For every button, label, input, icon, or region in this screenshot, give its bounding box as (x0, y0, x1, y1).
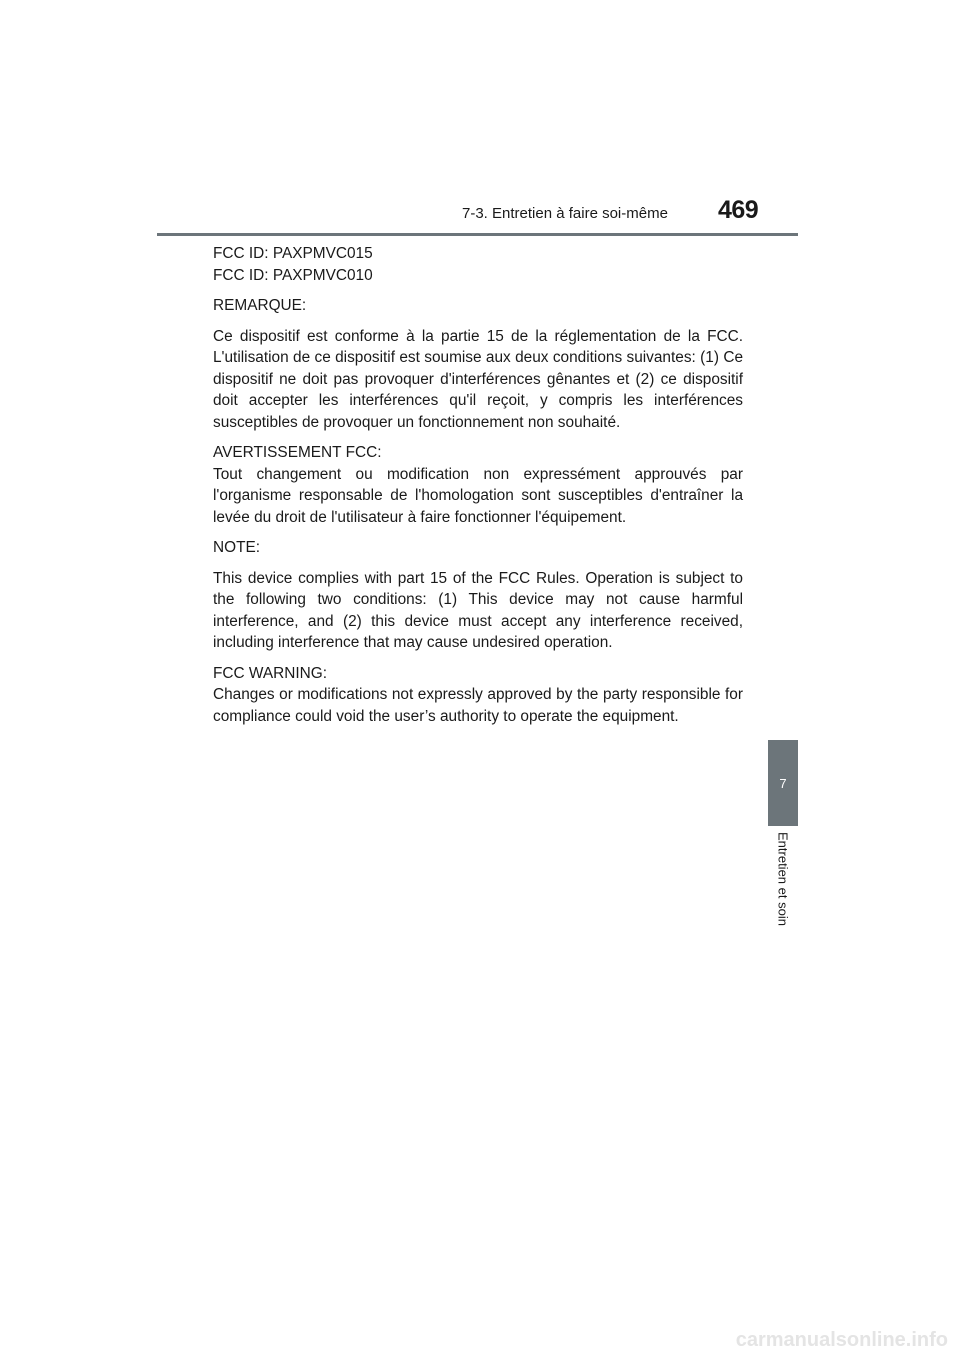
chapter-label: Entretien et soin (775, 832, 791, 926)
fcc-id-block (213, 243, 743, 286)
fcc-id-line: FCC ID: PAXPMVC015 (213, 245, 373, 262)
header-rule (157, 233, 798, 236)
page-content (213, 243, 743, 736)
watermark: carmanualsonline.info (735, 1329, 948, 1351)
note-heading: NOTE: (213, 539, 261, 556)
chapter-number: 7 (779, 775, 787, 791)
remarque-heading: REMARQUE: (213, 297, 307, 314)
warning-text: Changes or modifications not expressly approved by the party responsible for compliance could void the user’s authority to operate the equipment. (213, 686, 743, 725)
avertissement-text: Tout changement ou modification non expressément approuvés par l'organisme responsable de l'homologation sont susceptibles d'entraîner la levée du droit de l'utilisateur à faire fonctionner l'équipement. (213, 465, 743, 526)
note-text: This device complies with part 15 of the FCC Rules. Operation is subject to the following two conditions: (1) This device may not cause harmful interference, and (2) this device must accept any interference received, including interference that may cause undesired operation. (213, 569, 743, 651)
warning-block (213, 663, 743, 728)
avertissement-block (213, 442, 743, 528)
remarque-text: Ce dispositif est conforme à la partie 15 de la réglementation de la FCC. L'utilisation de ce dispositif est soumise aux deux conditions suivantes: (1) Ce dispositif ne doit pas provoquer d'interférences gênantes et (2) ce dispositif doit accepter les interférences qu'il reçoit, y compris les interférences susceptibles de provoquer un fonctionnement non souhaité. (213, 327, 743, 431)
chapter-tab (768, 740, 798, 826)
header-section-title: 7-3. Entretien à faire soi-même (462, 205, 668, 222)
avertissement-heading: AVERTISSEMENT FCC: (213, 444, 382, 461)
warning-heading: FCC WARNING: (213, 664, 327, 682)
page-number: 469 (718, 196, 759, 224)
fcc-id-line: FCC ID: PAXPMVC010 (213, 266, 373, 284)
